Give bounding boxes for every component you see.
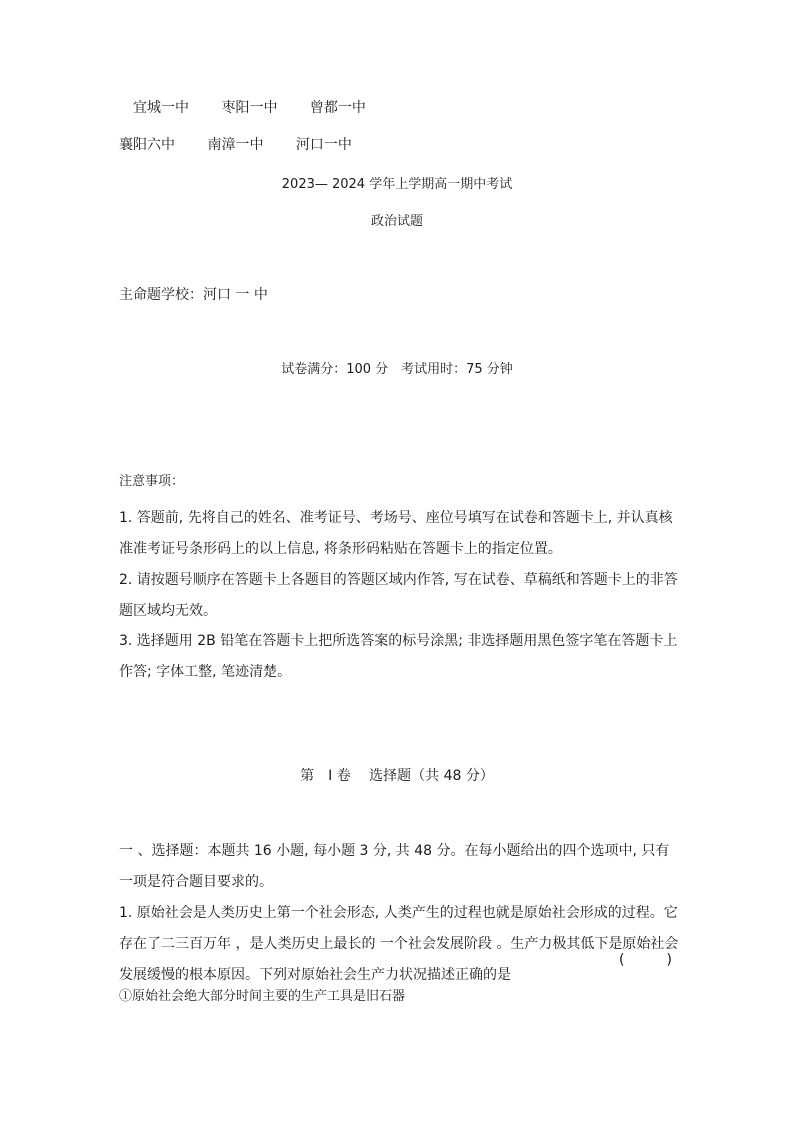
note-item-1 (119, 503, 681, 565)
note-text: 3. 选择题用 2B 铅笔在答题卡上把所选答案的标号涂黑; 非选择题用黑色签字笔在答题卡上作答; 字体工整, 笔迹清楚。 (119, 633, 678, 680)
instruction-text: 一 、选择题：本题共 16 小题, 每小题 3 分, 共 48 分。在每小题给出的四个选项中, 只有一项是符合题目要求的。 (119, 843, 670, 890)
subject-title: 政治试题 (370, 214, 423, 229)
exam-title: 2023— 2024 学年上学期高一期中考试 (281, 177, 513, 192)
question-1-option-1: ①原始社会绝大部分时间主要的生产工具是旧石器 (119, 989, 406, 1004)
note-item-2 (119, 565, 681, 627)
school-name: 曾都一中 (309, 100, 366, 116)
schools-row-1 (133, 99, 366, 117)
answer-bracket: ( ) (619, 952, 672, 968)
school-name: 河口一中 (295, 137, 352, 153)
question-1-stem (119, 898, 681, 991)
note-text: 1. 答题前, 先将自己的姓名、准考证号、考场号、座位号填写在试卷和答题卡上, 并认真核准准考证号条形码上的以上信息, 将条形码粘贴在答题卡上的指定位置。 (119, 510, 673, 557)
school-name: 枣阳一中 (221, 100, 278, 116)
host-school: 主命题学校：河口 一 中 (119, 287, 268, 303)
exam-info: 试卷满分：100 分 考试用时：75 分钟 (281, 362, 513, 377)
section-instruction (119, 836, 681, 898)
note-text: 2. 请按题号顺序在答题卡上各题目的答题区域内作答, 写在试卷、草稿纸和答题卡上的非答题区域均无效。 (119, 572, 678, 619)
schools-row-2 (119, 136, 352, 154)
note-item-3 (119, 626, 681, 688)
school-name: 襄阳六中 (119, 137, 175, 153)
section-title: 第 I 卷 选择题（共 48 分） (300, 768, 494, 784)
question-text: 1. 原始社会是人类历史上第一个社会形态, 人类产生的过程也就是原始社会形成的过程。它存在了二三百万年 ，是人类历史上最长的 一个社会发展阶段 。生产力极其低下是原始社会发展缓慢的根本原因。下列对原始社会生产力状况描述正确的是 (119, 905, 679, 983)
school-name: 宜城一中 (133, 100, 189, 116)
notes-heading: 注意事项： (119, 474, 185, 489)
school-name: 南漳一中 (207, 137, 264, 153)
